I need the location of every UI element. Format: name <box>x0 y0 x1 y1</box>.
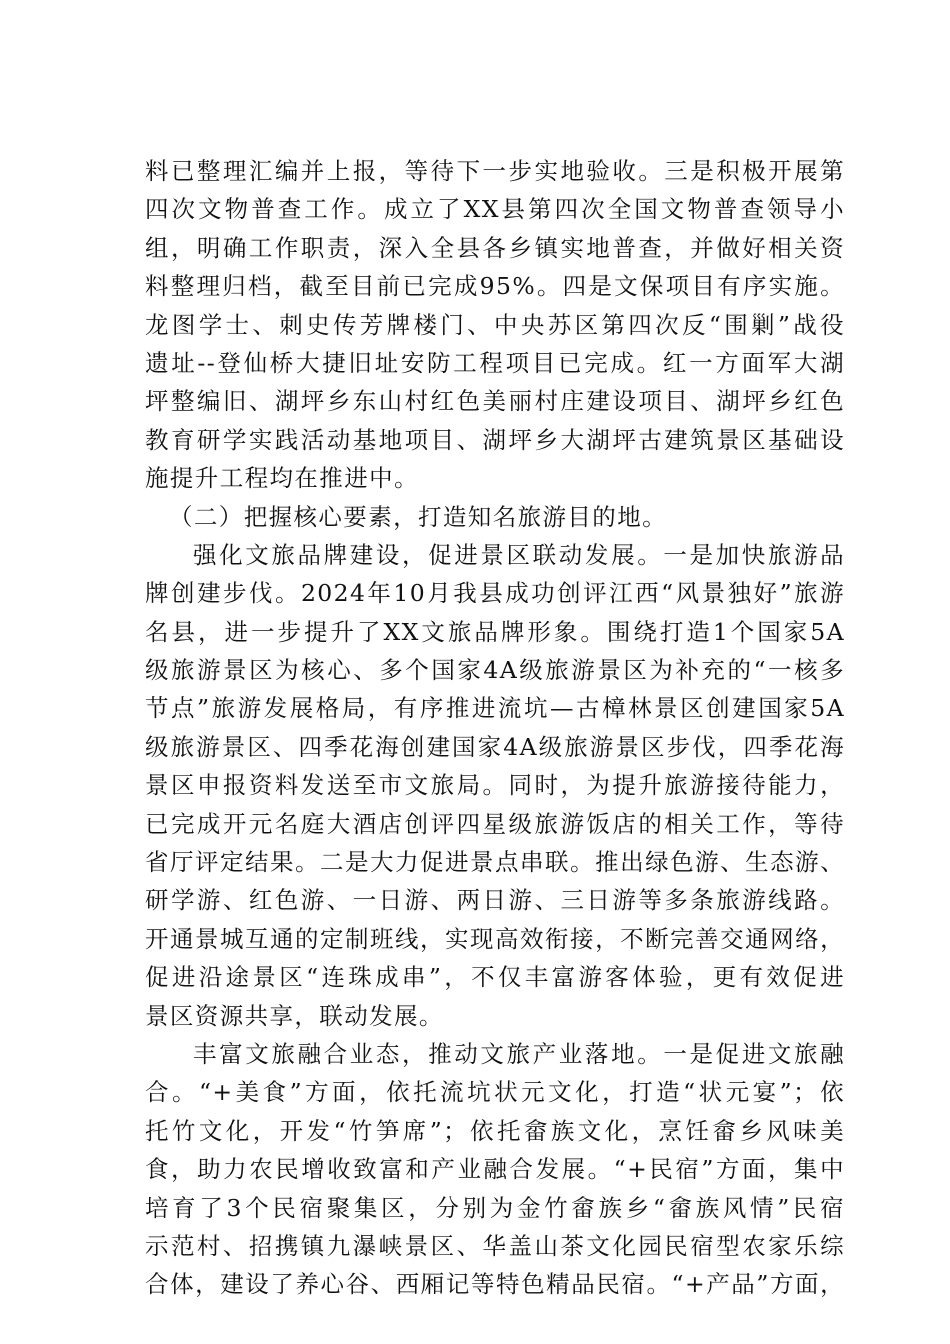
text-line-last: 景区资源共享，联动发展。 <box>145 1001 444 1030</box>
text-line: 级旅游景区、四季花海创建国家4A级旅游景区步伐，四季花海 <box>145 732 845 761</box>
text-line-first: 丰富文旅融合业态，推动文旅产业落地。一是促进文旅融 <box>193 1039 845 1068</box>
text-line: 遗址--登仙桥大捷旧址安防工程项目已完成。红一方面军大湖 <box>145 348 845 377</box>
text-line: 四次文物普查工作。成立了XX县第四次全国文物普查领导小 <box>145 195 845 224</box>
text-line-last: 施提升工程均在推进中。 <box>145 464 419 493</box>
text-line-first: 强化文旅品牌建设，促进景区联动发展。一是加快旅游品 <box>193 540 845 569</box>
paragraph-brand-building <box>145 536 845 1035</box>
text-line: 省厅评定结果。二是大力促进景点串联。推出绿色游、生态游、 <box>145 848 845 877</box>
paragraph-industry-integration <box>145 1035 845 1304</box>
text-line: 坪整编旧、湖坪乡东山村红色美丽村庄建设项目、湖坪乡红色 <box>145 387 845 416</box>
text-line: 示范村、招携镇九瀑峡景区、华盖山茶文化园民宿型农家乐综 <box>145 1231 845 1260</box>
text-line: 培育了3个民宿聚集区，分别为金竹畲族乡“畲族风情”民宿 <box>145 1193 845 1222</box>
document-body <box>145 152 845 1304</box>
section-heading: （二）把握核心要素，打造知名旅游目的地。 <box>169 502 667 531</box>
text-line: 景区申报资料发送至市文旅局。同时，为提升旅游接待能力， <box>145 771 845 800</box>
text-line: 食，助力农民增收致富和产业融合发展。“+民宿”方面，集中 <box>145 1155 845 1184</box>
text-line: 开通景城互通的定制班线，实现高效衔接，不断完善交通网络， <box>145 924 845 953</box>
text-line: 牌创建步伐。2024年10月我县成功创评江西“风景独好”旅游 <box>145 579 845 608</box>
text-line: 已完成开元名庭大酒店创评四星级旅游饭店的相关工作，等待 <box>145 809 845 838</box>
text-line: 料已整理汇编并上报，等待下一步实地验收。三是积极开展第 <box>145 157 845 185</box>
text-line: 促进沿途景区“连珠成串”，不仅丰富游客体验，更有效促进 <box>145 963 845 992</box>
text-line: 级旅游景区为核心、多个国家4A级旅游景区为补充的“一核多 <box>145 656 845 685</box>
text-line: 合。“+美食”方面，依托流坑状元文化，打造“状元宴”；依 <box>145 1078 845 1107</box>
paragraph-cultural-relics <box>145 152 845 498</box>
text-line: 合体，建设了养心谷、西厢记等特色精品民宿。“+产品”方面， <box>145 1270 845 1299</box>
text-line: 教育研学实践活动基地项目、湖坪乡大湖坪古建筑景区基础设 <box>145 425 845 454</box>
text-line: 研学游、红色游、一日游、两日游、三日游等多条旅游线路。 <box>145 886 845 915</box>
text-line: 托竹文化，开发“竹笋席”；依托畲族文化，烹饪畲乡风味美 <box>145 1116 845 1145</box>
text-line: 节点”旅游发展格局，有序推进流坑—古樟林景区创建国家5A <box>145 694 845 723</box>
text-line: 组，明确工作职责，深入全县各乡镇实地普查，并做好相关资 <box>145 233 845 262</box>
text-line: 龙图学士、刺史传芳牌楼门、中央苏区第四次反“围剿”战役 <box>145 310 845 339</box>
text-line: 名县，进一步提升了XX文旅品牌形象。围绕打造1个国家5A <box>145 617 845 646</box>
text-line: 料整理归档，截至目前已完成95%。四是文保项目有序实施。 <box>145 272 845 301</box>
